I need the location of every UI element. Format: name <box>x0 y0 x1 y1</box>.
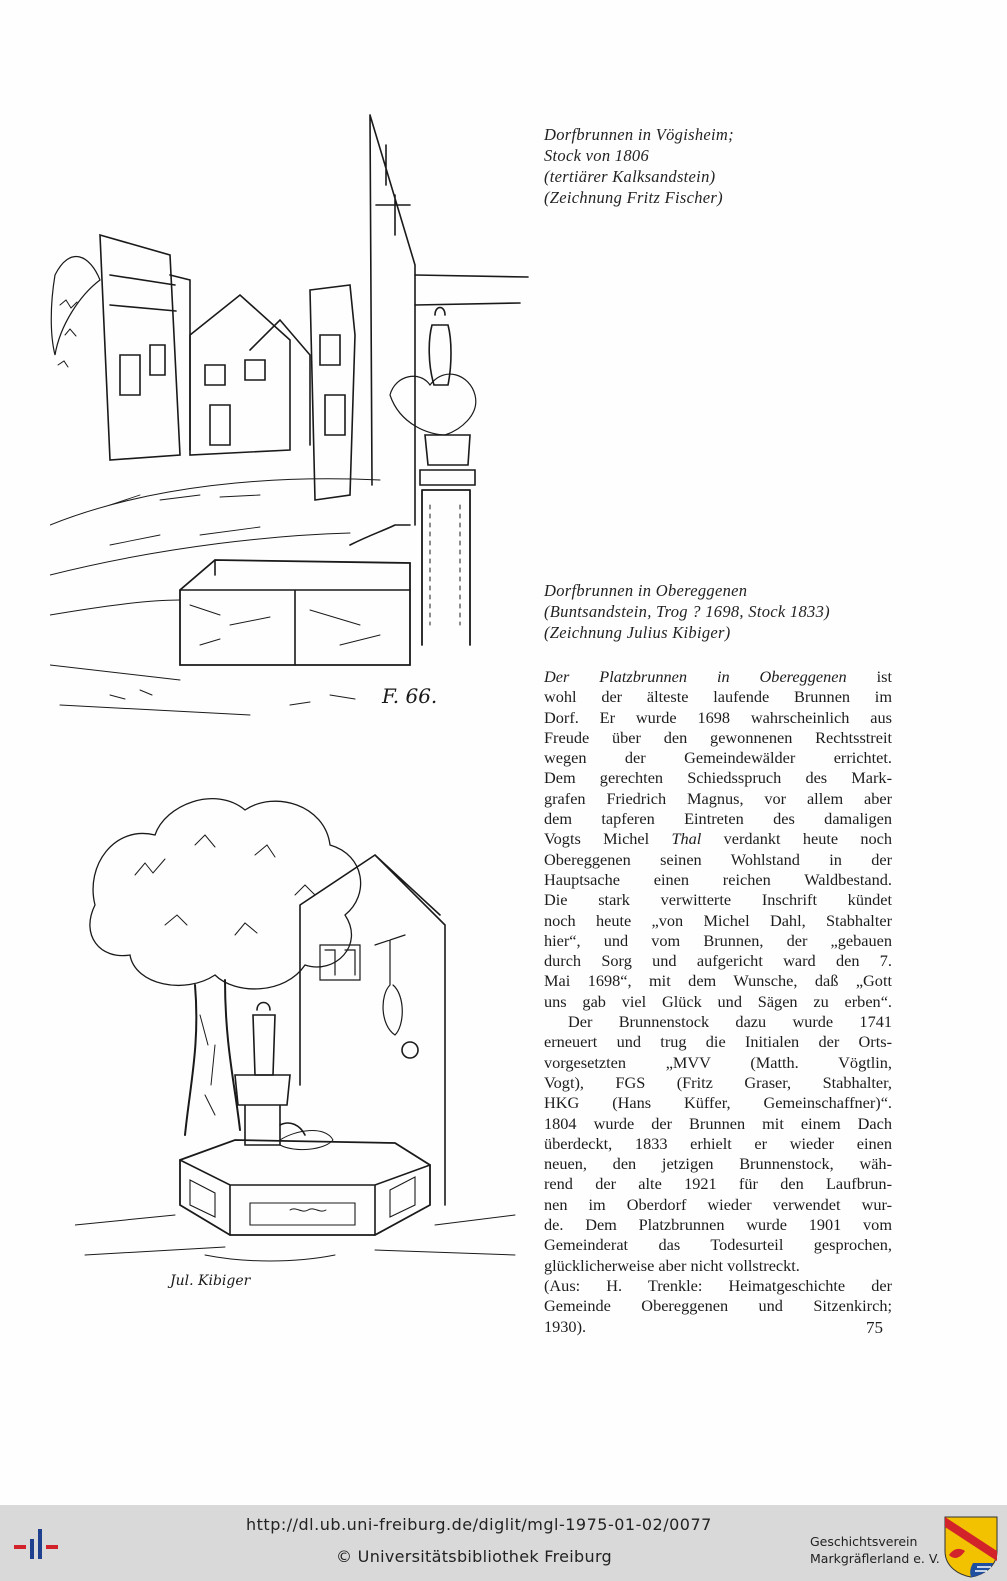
article-line: Die stark verwitterte Inschrift kündet <box>544 890 892 910</box>
article-line: glücklicherweise aber nicht vollstreckt. <box>544 1255 800 1275</box>
article-lead-italic: Der Platzbrunnen in Obereggenen <box>544 667 847 686</box>
article-body <box>544 667 892 1337</box>
article-line: erneuert und trug die Initialen der Orts- <box>544 1032 892 1052</box>
article-line: noch heute „von Michel Dahl, Stabhalter <box>544 910 892 930</box>
article-line: überdeckt, 1833 erhielt er wieder einen <box>544 1133 892 1153</box>
article-line: Der Brunnenstock dazu wurde 1741 <box>568 1012 892 1032</box>
article-line: Freude über den gewonnenen Rechtsstreit <box>544 727 892 747</box>
article-line: nen im Oberdorf wieder verwendet wur- <box>544 1194 892 1214</box>
article-source-line: 1930). <box>544 1316 587 1336</box>
article-line: Obereggenen seinen Wohlstand in der <box>544 849 892 869</box>
caption-line: (Zeichnung Julius Kibiger) <box>544 623 731 642</box>
article-lead-rest: ist <box>846 667 892 686</box>
footer-url-link[interactable]: http://dl.ub.uni-freiburg.de/diglit/mgl-1975-01-02/0077 <box>246 1515 712 1534</box>
article-line: grafen Friedrich Magnus, vor allem aber <box>544 788 892 808</box>
page-number: 75 <box>866 1318 883 1337</box>
article-line: wohl der älteste laufende Brunnen im <box>544 687 892 707</box>
article-source-line: Gemeinde Obereggenen und Sitzenkirch; <box>544 1296 892 1316</box>
article-line <box>544 829 892 849</box>
article-thal-after: verdankt heute noch <box>701 829 892 849</box>
caption-line: Dorfbrunnen in Vögisheim; <box>544 125 734 144</box>
footer-bar <box>0 1505 1007 1581</box>
coat-of-arms-icon <box>943 1515 999 1579</box>
article-line: de. Dem Platzbrunnen wurde 1901 vom <box>544 1215 892 1235</box>
caption-line: (Buntsandstein, Trog ? 1698, Stock 1833) <box>544 602 830 621</box>
article-line: dem tapferen Eintreten des damaligen <box>544 809 892 829</box>
association-name <box>810 1533 940 1567</box>
article-line: vorgesetzten „MVV (Matth. Vögtlin, <box>544 1052 892 1072</box>
drawing-2-signature: Jul. Kibiger <box>170 1273 251 1289</box>
caption-line: (tertiärer Kalksandstein) <box>544 167 716 186</box>
article-line: durch Sorg und aufgericht ward den 7. <box>544 951 892 971</box>
article-line: rend der alte 1921 für den Laufbrun- <box>544 1174 892 1194</box>
caption-voegisheim <box>544 124 874 208</box>
article-line: wegen der Gemeindewälder errichtet. <box>544 748 892 768</box>
article-line: Hauptsache einen reichen Waldbestand. <box>544 869 892 889</box>
article-line: Dorf. Er wurde 1698 wahrscheinlich aus <box>544 707 892 727</box>
footer-copyright: © Universitätsbibliothek Freiburg <box>336 1547 612 1566</box>
article-line: Dem gerechten Schiedsspruch des Mark- <box>544 768 892 788</box>
article-thal-before: Vogts Michel <box>544 829 672 849</box>
article-line: 1804 wurde der Brunnen mit einem Dach <box>544 1113 892 1133</box>
drawing-1-signature: F. 66. <box>382 684 438 708</box>
article-line: Gemeinderat das Todesurteil gesprochen, <box>544 1235 892 1255</box>
drawing-voegisheim-fountain <box>50 105 530 725</box>
article-source-line: (Aus: H. Trenkle: Heimatgeschichte der <box>544 1275 892 1295</box>
caption-line: Dorfbrunnen in Obereggenen <box>544 581 748 600</box>
article-line: Vogt), FGS (Fritz Graser, Stabhalter, <box>544 1072 892 1092</box>
article-line: hier“, und vom Brunnen, der „gebauen <box>544 930 892 950</box>
article-line: Mai 1698“, mit dem Wunsche, daß „Gott <box>544 971 892 991</box>
caption-obereggenen <box>544 580 889 643</box>
article-line <box>544 667 892 687</box>
article-thal-italic: Thal <box>671 829 702 849</box>
article-line: uns gab viel Glück und Sägen zu erben“. <box>544 991 892 1011</box>
caption-line: (Zeichnung Fritz Fischer) <box>544 188 723 207</box>
article-line: neuen, den jetzigen Brunnenstock, wäh- <box>544 1154 892 1174</box>
association-line: Markgräflerland e. V. <box>810 1551 940 1566</box>
caption-line: Stock von 1806 <box>544 146 650 165</box>
ub-freiburg-logo-icon <box>12 1527 64 1565</box>
article-line: HKG (Hans Küffer, Gemeinschaffner)“. <box>544 1093 892 1113</box>
association-line: Geschichtsverein <box>810 1534 918 1549</box>
drawing-obereggenen-fountain <box>75 785 530 1305</box>
